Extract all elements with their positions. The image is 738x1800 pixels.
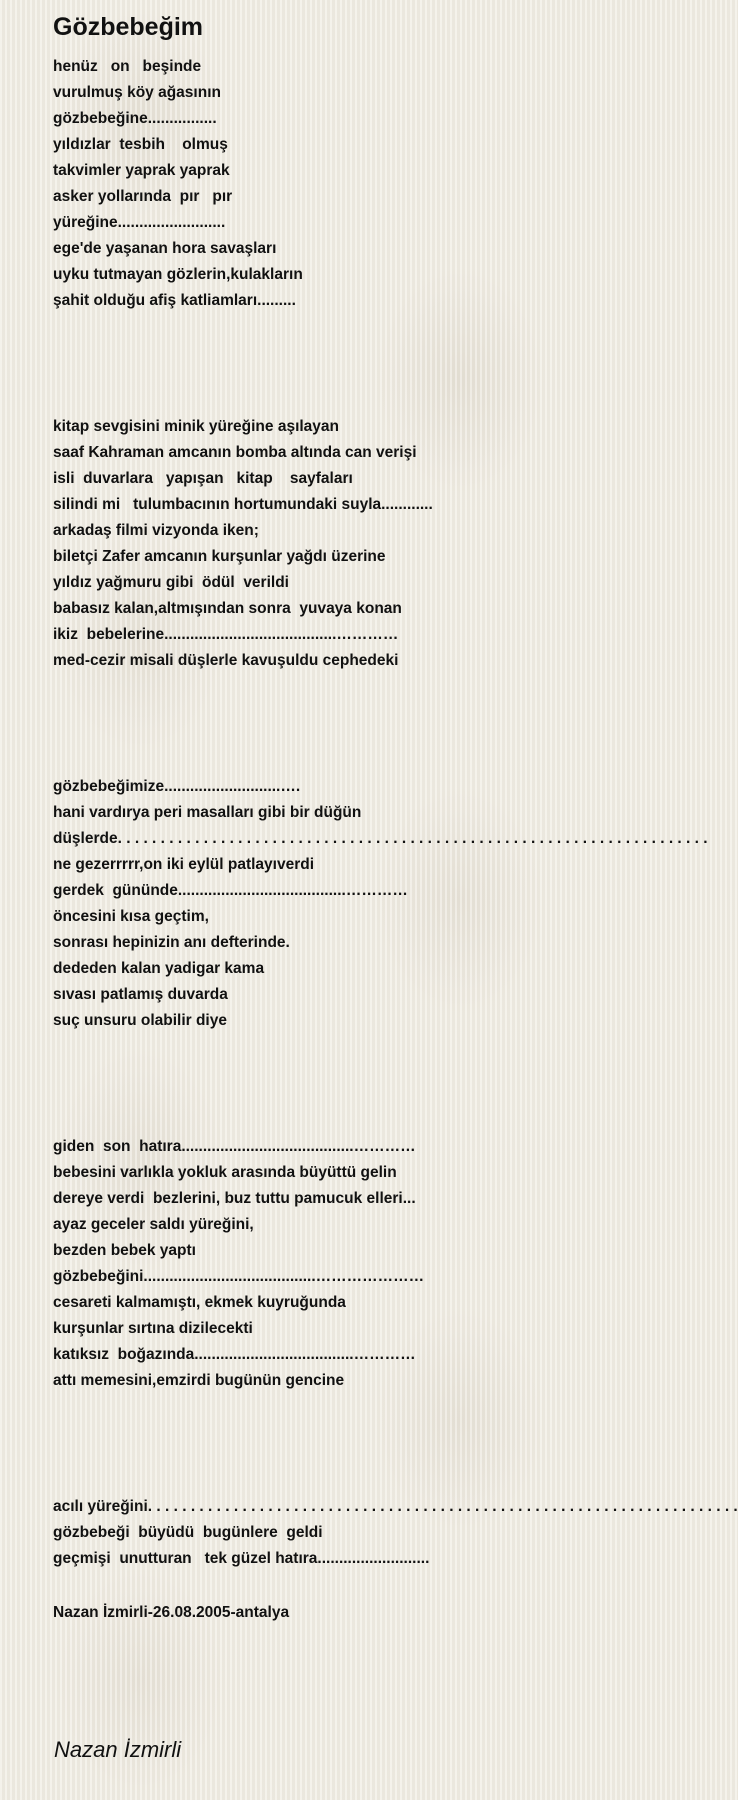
poem-byline: Nazan İzmirli-26.08.2005-antalya: [53, 1604, 290, 1621]
poem-line: biletçi Zafer amcanın kurşunlar yağdı üzerine: [53, 548, 386, 565]
poem-line: öncesini kısa geçtim,: [53, 908, 209, 925]
poem-line: dededen kalan yadigar kama: [53, 960, 265, 977]
poem-line: takvimler yaprak yaprak: [53, 162, 230, 179]
poem-line: bebesini varlıkla yokluk arasında büyüttü gelin: [53, 1164, 397, 1181]
poem-line: ayaz geceler saldı yüreğini,: [53, 1216, 254, 1233]
poem-line: babasız kalan,altmışından sonra yuvaya konan: [53, 600, 402, 617]
poem-line: silindi mi tulumbacının hortumundaki suyla............: [53, 496, 433, 513]
poem-line: acılı yüreğini. . . . . . . . . . . . . . . . . . . . . . . . . . . . . . . . . . . . . . . . . . . . . . . . . . . . . . . . . . . . . . . . . . . . .: [53, 1498, 738, 1515]
poem-line: hani vardırya peri masalları gibi bir düğün: [53, 804, 362, 821]
stanza: [53, 54, 640, 314]
poem-line: şahit olduğu afiş katliamları.........: [53, 292, 296, 309]
stanza-gap: [53, 1034, 640, 1134]
poem-line: gerdek gününde.......................................…………: [53, 882, 408, 899]
poem-line: suç unsuru olabilir diye: [53, 1012, 227, 1029]
poem-line: gözbebeğini........................................…………………: [53, 1268, 425, 1285]
poem-line: kurşunlar sırtına dizilecekti: [53, 1320, 253, 1337]
poem-container: [53, 10, 738, 1626]
poem-line: uyku tutmayan gözlerin,kulakların: [53, 266, 303, 283]
poem-line: yıldızlar tesbih olmuş: [53, 136, 228, 153]
poem-line: katıksız boğazında.....................................…………: [53, 1346, 416, 1363]
poem-line: attı memesini,emzirdi bugünün gencine: [53, 1372, 345, 1389]
poem-line: düşlerde. . . . . . . . . . . . . . . . . . . . . . . . . . . . . . . . . . . . . . . . . . . . . . . . . . . . . . . . . . . . . . . . . . . . .: [53, 830, 708, 847]
stanza-gap: [53, 1394, 640, 1494]
poem-line: gözbebeğimize...........................….: [53, 778, 301, 795]
poem-line: henüz on beşinde: [53, 58, 202, 75]
poem-line: arkadaş filmi vizyonda iken;: [53, 522, 259, 539]
poem-line: yıldız yağmuru gibi ödül verildi: [53, 574, 289, 591]
poem-title: Gözbebeğim: [53, 13, 204, 41]
stanza-gap: [53, 314, 640, 414]
poem-line: saaf Kahraman amcanın bomba altında can verişi: [53, 444, 417, 461]
stanza: [53, 1134, 640, 1394]
poem-line: med-cezir misali düşlerle kavuşuldu cephedeki: [53, 652, 399, 669]
stanza-gap: [53, 674, 640, 774]
poem-line: gözbebeği büyüdü bugünlere geldi: [53, 1524, 323, 1541]
poem-line: gözbebeğine................: [53, 110, 217, 127]
poem-line: sonrası hepinizin anı defterinde.: [53, 934, 290, 951]
poem-line: geçmişi unutturan tek güzel hatıra..........................: [53, 1550, 430, 1567]
poem-line: vurulmuş köy ağasının: [53, 84, 221, 101]
poem-line: sıvası patlamış duvarda: [53, 986, 228, 1003]
poem-line: giden son hatıra........................................…………: [53, 1138, 416, 1155]
stanza: [53, 1494, 738, 1572]
poem-line: ikiz bebelerine........................................…………: [53, 626, 399, 643]
poem-line: cesareti kalmamıştı, ekmek kuyruğunda: [53, 1294, 346, 1311]
stanza: [53, 414, 640, 674]
poem-body: [53, 54, 738, 1572]
poem-line: ne gezerrrrr,on iki eylül patlayıverdi: [53, 856, 315, 873]
poem-line: asker yollarında pır pır: [53, 188, 233, 205]
poem-line: bezden bebek yaptı: [53, 1242, 196, 1259]
poem-line: kitap sevgisini minik yüreğine aşılayan: [53, 418, 340, 435]
poem-line: isli duvarlara yapışan kitap sayfaları: [53, 470, 353, 487]
author-signature: Nazan İzmirli: [54, 1737, 182, 1762]
poem-line: dereye verdi bezlerini, buz tuttu pamucuk elleri...: [53, 1190, 416, 1207]
poem-line: yüreğine.........................: [53, 214, 226, 231]
stanza: [53, 774, 708, 1034]
poem-line: ege'de yaşanan hora savaşları: [53, 240, 277, 257]
